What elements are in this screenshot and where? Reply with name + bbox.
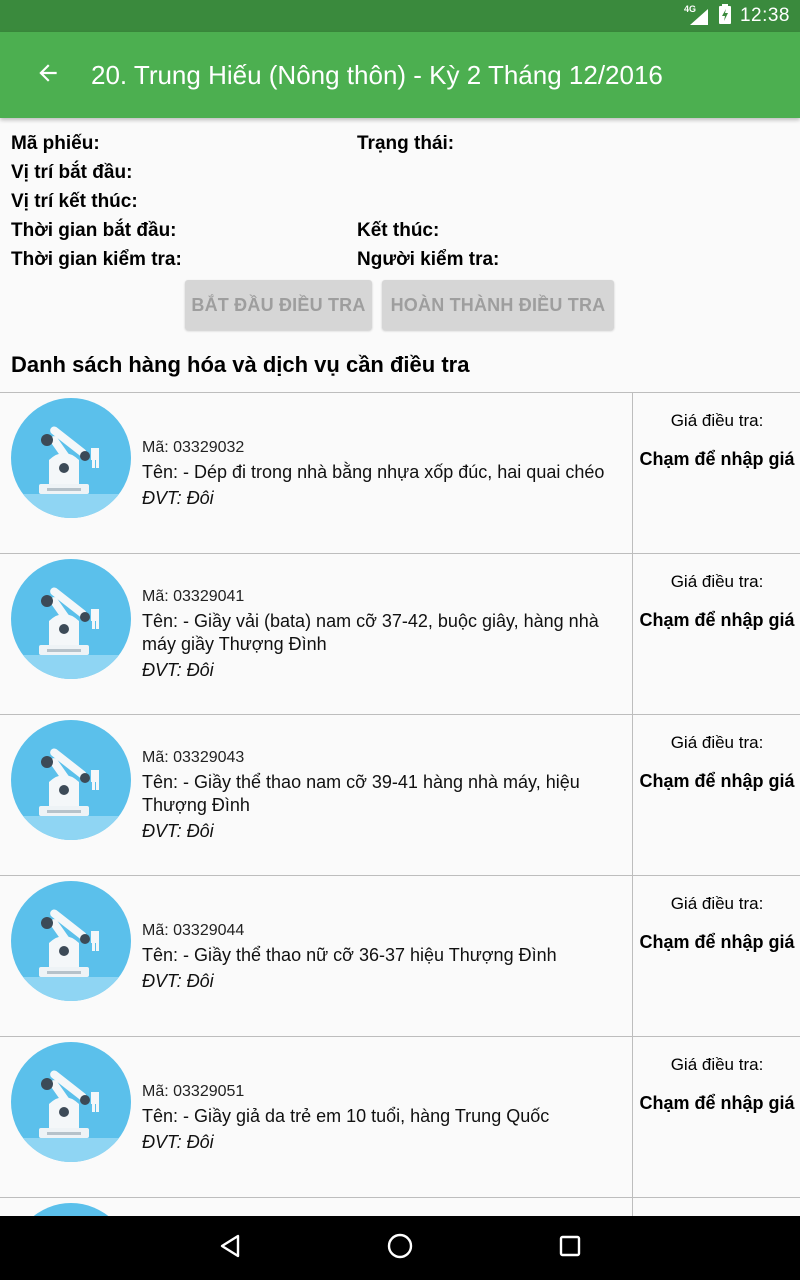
item-name: Tên: - Dép đi trong nhà bằng nhựa xốp đúc, hai quai chéo [142, 461, 605, 482]
list-item[interactable] [0, 1037, 800, 1198]
nav-back-button[interactable] [191, 1216, 271, 1280]
start-survey-button[interactable]: BẮT ĐẦU ĐIỀU TRA [185, 280, 372, 330]
item-unit: ĐVT: Đôi [142, 487, 214, 508]
section-title: Danh sách hàng hóa và dịch vụ cần điều tra [11, 352, 470, 377]
triangle-back-icon [218, 1233, 244, 1264]
page-title: 20. Trung Hiếu (Nông thôn) - Kỳ 2 Tháng 12/2016 [91, 60, 663, 90]
vi-tri-bat-dau-label: Vị trí bắt đầu: [11, 162, 133, 183]
item-code: Mã: 03329044 [142, 921, 245, 939]
network-4g-icon [684, 6, 710, 26]
item-unit: ĐVT: Đôi [142, 1131, 214, 1152]
price-input-cell[interactable] [632, 393, 800, 553]
robot-arm-icon [11, 398, 131, 518]
thoi-gian-kiem-tra-label: Thời gian kiểm tra: [11, 249, 182, 270]
price-input-cell[interactable] [632, 1037, 800, 1197]
item-code: Mã: 03329032 [142, 438, 245, 456]
item-text [142, 876, 624, 1036]
robot-arm-icon [11, 881, 131, 1001]
price-input-cell[interactable] [632, 715, 800, 875]
price-input-cell[interactable] [632, 1198, 800, 1217]
list-item[interactable] [0, 715, 800, 876]
ma-phieu-label: Mã phiếu: [11, 133, 100, 154]
list-item-partial[interactable] [0, 1198, 800, 1217]
clock: 12:38 [739, 5, 790, 26]
back-button[interactable] [22, 49, 74, 101]
item-code: Mã: 03329041 [142, 588, 245, 605]
finish-survey-button[interactable]: HOÀN THÀNH ĐIỀU TRA [382, 280, 614, 330]
price-label: Giá điều tra: [670, 894, 764, 913]
tap-to-enter-price[interactable]: Chạm để nhập giá [639, 1093, 795, 1113]
nav-home-button[interactable] [360, 1216, 440, 1280]
item-name: Tên: - Giầy thể thao nữ cỡ 36-37 hiệu Thượng Đình [142, 944, 557, 965]
nav-recents-button[interactable] [530, 1216, 610, 1280]
arrow-left-icon [35, 60, 61, 91]
item-unit: ĐVT: Đôi [142, 970, 214, 991]
list-item[interactable] [0, 554, 800, 715]
item-code: Mã: 03329043 [142, 749, 245, 766]
tap-to-enter-price[interactable]: Chạm để nhập giá [639, 932, 795, 952]
robot-arm-icon [11, 1042, 131, 1162]
status-icons [684, 0, 790, 32]
tap-to-enter-price[interactable]: Chạm để nhập giá [639, 449, 795, 469]
tap-to-enter-price[interactable]: Chạm để nhập giá [639, 771, 795, 791]
tap-to-enter-price[interactable]: Chạm để nhập giá [639, 610, 795, 630]
nguoi-kiem-tra-label: Người kiểm tra: [357, 249, 500, 270]
item-code: Mã: 03329051 [142, 1082, 245, 1100]
list-item[interactable] [0, 393, 800, 554]
battery-icon [718, 4, 732, 29]
ket-thuc-label: Kết thúc: [357, 220, 440, 241]
vi-tri-ket-thuc-label: Vị trí kết thúc: [11, 191, 138, 212]
trang-thai-label: Trạng thái: [357, 133, 455, 154]
item-text [142, 715, 624, 875]
price-label: Giá điều tra: [670, 411, 764, 430]
price-label: Giá điều tra: [670, 733, 764, 752]
price-input-cell[interactable] [632, 876, 800, 1036]
item-name: Tên: - Giầy vải (bata) nam cỡ 37-42, buộc giây, hàng nhà máy giầy Thượng Đình [142, 611, 599, 654]
item-name: Tên: - Giầy thể thao nam cỡ 39-41 hàng nhà máy, hiệu Thượng Đình [142, 772, 580, 815]
app-bar [0, 32, 800, 118]
item-text [142, 393, 624, 553]
robot-arm-icon [11, 1203, 131, 1217]
price-label: Giá điều tra: [670, 1055, 764, 1074]
status-bar [0, 0, 800, 32]
robot-arm-icon [11, 720, 131, 840]
square-recents-icon [558, 1234, 582, 1263]
robot-arm-icon [11, 559, 131, 679]
thoi-gian-bat-dau-label: Thời gian bắt đầu: [11, 220, 177, 241]
item-name: Tên: - Giầy giả da trẻ em 10 tuổi, hàng Trung Quốc [142, 1105, 550, 1126]
circle-home-icon [386, 1232, 414, 1265]
network-type-label: 4G [683, 4, 696, 14]
price-label: Giá điều tra: [670, 572, 764, 591]
list-item[interactable] [0, 876, 800, 1037]
product-list[interactable] [0, 392, 800, 1217]
price-input-cell[interactable] [632, 554, 800, 714]
item-unit: ĐVT: Đôi [142, 821, 214, 841]
item-text [142, 554, 624, 714]
item-unit: ĐVT: Đôi [142, 660, 214, 680]
item-text [142, 1037, 624, 1197]
system-nav-bar [0, 1216, 800, 1280]
